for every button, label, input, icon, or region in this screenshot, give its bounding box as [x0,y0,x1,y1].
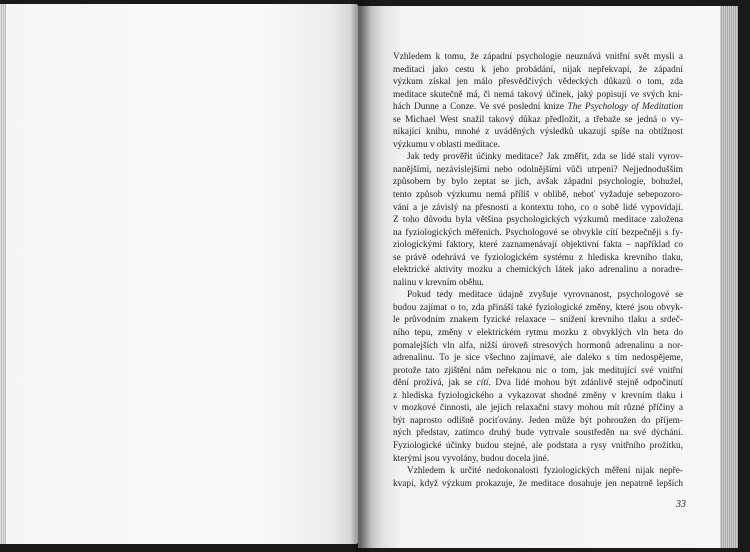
text-line: způsobem by bylo zeptat se jich, avšak západní psychologie, bohužel, [393,177,683,188]
text-line: kvapí, když výzkum prokazuje, že meditace dosahuje jen nepatrně lepších [393,478,683,489]
text-line: Vzhledem k určité nedokonalosti fyziologických měření nijak nepře- [407,466,683,477]
text-line: ných představ, zatímco druhý bude vytrvale soustředěn na své dýchání. [393,428,683,439]
text-line: dění prožívá, jak se cítí. Dva lidé mohou být zdánlivě stejně odpočinutí [393,378,683,389]
text-line: kterými jsou vyvolány, budou docela jiné. [393,453,550,464]
text-line: tento způsob výzkumu nemá příliš v oblibě, neboť vyžaduje sebepozoro- [393,190,683,201]
text-line: adrenalinu. To je sice všechno zajímavé, ale daleko s tím nedospějeme, [393,353,683,364]
book-gutter [350,0,372,552]
page-number: 33 [676,499,686,510]
text-line: Jak tedy prověřit účinky meditace? Jak změřit, zda se lidé stali vyrov- [407,152,683,163]
emphasis: cítí [476,378,489,389]
text-line: výzkum získal jen málo přesvědčivých vědeckých důkazů o tom, zda [393,77,683,88]
text-line: být naprosto odlišně pociťovány. Jeden může být pohroužen do příjem- [393,415,683,426]
text-line: z hlediska fyziologického a vykazovat shodné změny v krevním tlaku i [393,390,683,401]
text-line: protože tato zjištění nám neřeknou nic o tom, jak meditující své vnitřní [393,365,683,376]
text-line [393,101,683,114]
text-line: Vzhledem k tomu, že západní psychologie neuznává vnitřní svět mysli a [393,52,683,62]
text-line: ziologickými faktory, které zaznamenávají objektivní fakta – například co [393,240,683,251]
text-line: se Michael West snažil takový důkaz předložit, a třebaže se jedná o vy- [393,114,683,125]
right-page-edge [720,6,738,548]
text-fragment: hách Dunne a Conze. Ve své poslední knize The Psychology of Meditation [393,102,683,113]
page-text [393,51,683,490]
text-line: Z toho důvodu byla většina psychologických výzkumů meditace založena [393,215,683,226]
text-line: budou zajímat o to, zda přináší také fyziologické změny, které jsou obvyk- [393,302,683,313]
left-page-blank [6,4,358,544]
text-line: nikající knihu, mnohé z uváděných výsledků ukazují spíše na obtížnost [393,127,683,138]
text-line: Fyziologické účinky budou stejné, ale podstata a rysy vnitřního prožitku, [393,440,683,451]
text-line: Pokud tedy meditace údajně zvyšuje vyrovnanost, psychologové se [407,290,683,301]
text-line: v mozkové činnosti, ale jejich relaxační stavy mohou mít různé příčiny a [393,403,683,414]
text-line: le průvodním znakem fyzické relaxace – snížení krevního tlaku a srdeč- [393,315,683,326]
text-line: na fyziologických měřeních. Psychologové se obvykle cítí bezpečněji s fy- [393,227,683,238]
text-line: meditaci jako cestu k jeho probádání, nijak nepřekvapí, že západní [393,64,683,75]
text-line: meditace skutečně má, či nemá takový účinek, jaký popisují ve svých kni- [393,89,683,100]
text-line: se právě odehrává ve fyziologickém systému z hlediska krevního tlaku, [393,252,683,263]
text-line: pomalejších vln alfa, nižší úroveň stresových hormonů adrenalinu a nor- [393,340,683,351]
text-line: výzkumu v oblasti meditace. [393,139,500,150]
text-line: vání a je závislý na přesnosti a kontextu toho, co o sobě lidé vypovídají. [393,202,683,213]
text-line: nalinu v krevním oběhu. [393,277,484,288]
book-title: The Psychology of Meditation [567,102,683,113]
text-line: elektrické aktivity mozku a chemických látek jako adrenalinu a noradre- [393,265,683,276]
text-line: ního tepu, změny v elektrickém rytmu mozku z obvyklých vln beta do [393,328,683,339]
text-line: nanějšími, nezávislejšími nebo odolnějšími vůči utrpení? Nejjednodušším [393,164,683,175]
